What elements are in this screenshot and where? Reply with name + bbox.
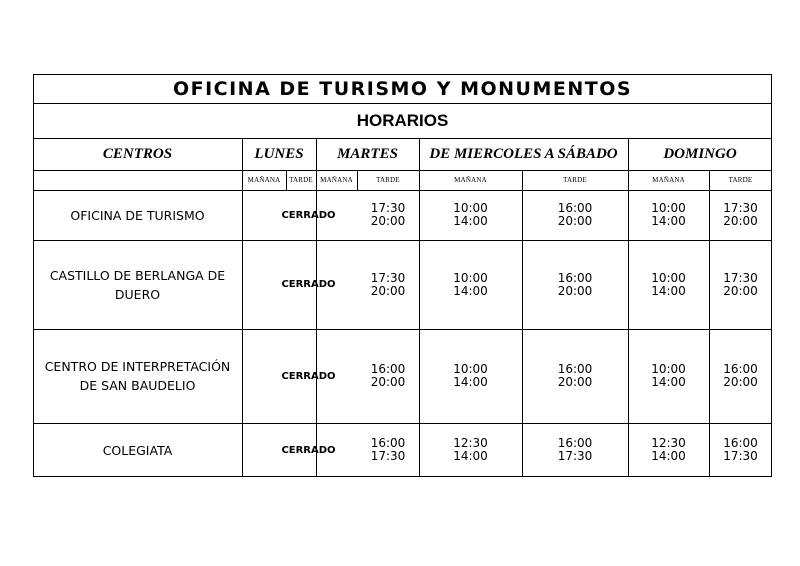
header-domingo: DOMINGO (663, 145, 737, 162)
hours-ms-manana (419, 329, 522, 423)
opening-time: 12:30 (453, 436, 488, 450)
closing-time: 14:00 (651, 449, 686, 463)
closing-time: 20:00 (723, 214, 758, 228)
opening-time: 10:00 (453, 362, 488, 376)
opening-time: 10:00 (651, 201, 686, 215)
closed-label: CERRADO (281, 370, 336, 382)
header-miercoles-sabado: DE MIERCOLES A SÁBADO (429, 145, 618, 162)
page-title: OFICINA DE TURISMO Y MONUMENTOS (172, 77, 633, 100)
hours-dom-manana (628, 190, 709, 240)
hours-martes-tarde (357, 329, 419, 423)
closing-time: 14:00 (453, 375, 488, 389)
closing-time: 20:00 (557, 214, 593, 228)
hours-ms-manana (419, 423, 522, 477)
closing-time: 14:00 (453, 283, 488, 298)
hours-dom-manana (628, 329, 709, 423)
closing-time: 20:00 (723, 375, 758, 389)
closing-time: 14:00 (453, 449, 488, 463)
opening-time: 12:30 (651, 436, 686, 450)
opening-time: 16:00 (557, 362, 593, 376)
closing-time: 14:00 (453, 214, 488, 228)
closing-time: 14:00 (651, 283, 686, 298)
subheader-ms-manana: MAÑANA (454, 176, 487, 184)
subheader-martes-tarde: TARDE (376, 176, 400, 184)
hours-ms-tarde (522, 240, 628, 329)
hours-dom-manana (628, 240, 709, 329)
hours-dom-tarde (709, 190, 772, 240)
opening-time: 10:00 (651, 362, 686, 376)
subheader-lunes-manana: MAÑANA (247, 176, 281, 184)
hours-dom-tarde (709, 329, 772, 423)
hours-martes-tarde (357, 190, 419, 240)
hours-dom-tarde (709, 423, 772, 477)
closing-time: 20:00 (370, 375, 406, 389)
opening-time: 17:30 (723, 201, 758, 215)
closing-time: 20:00 (370, 283, 406, 298)
subheader-lunes-tarde: TARDE (289, 176, 313, 184)
opening-time: 16:00 (370, 436, 406, 450)
closing-time: 20:00 (723, 283, 758, 298)
center-name: COLEGIATA (102, 442, 173, 458)
opening-time: 16:00 (370, 362, 406, 376)
closed-label: CERRADO (281, 444, 336, 456)
hours-dom-manana (628, 423, 709, 477)
schedule-table (33, 74, 772, 477)
subheader-dom-tarde: TARDE (728, 176, 753, 184)
closing-time: 14:00 (651, 214, 686, 228)
center-name: OFICINA DE TURISMO (70, 207, 205, 223)
hours-martes-tarde (357, 423, 419, 477)
opening-time: 16:00 (557, 270, 593, 285)
hours-ms-tarde (522, 423, 628, 477)
header-lunes: LUNES (254, 145, 304, 162)
hours-ms-tarde (522, 190, 628, 240)
opening-time: 17:30 (370, 201, 406, 215)
closing-time: 20:00 (557, 283, 593, 298)
opening-time: 17:30 (370, 270, 406, 285)
header-martes: MARTES (337, 145, 398, 162)
hours-martes-tarde (357, 240, 419, 329)
opening-time: 17:30 (723, 270, 758, 285)
closing-time: 14:00 (651, 375, 686, 389)
opening-time: 10:00 (651, 270, 686, 285)
closing-time: 17:30 (370, 449, 406, 463)
hours-ms-manana (419, 240, 522, 329)
closed-label: CERRADO (281, 209, 336, 221)
subheader-ms-tarde: TARDE (563, 176, 587, 184)
opening-time: 10:00 (453, 270, 488, 285)
opening-time: 16:00 (723, 362, 758, 376)
center-name: CASTILLO DE BERLANGA DE DUERO (49, 267, 226, 302)
closing-time: 20:00 (557, 375, 593, 389)
closing-time: 17:30 (723, 449, 758, 463)
closing-time: 20:00 (370, 214, 406, 228)
closing-time: 17:30 (557, 449, 593, 463)
opening-time: 10:00 (453, 201, 488, 215)
closed-label: CERRADO (281, 279, 336, 290)
hours-dom-tarde (709, 240, 772, 329)
opening-time: 16:00 (557, 436, 593, 450)
header-centros: CENTROS (102, 145, 173, 162)
opening-time: 16:00 (557, 201, 593, 215)
center-name: CENTRO DE INTERPRETACIÓN DE SAN BAUDELIO (44, 359, 231, 393)
opening-time: 16:00 (723, 436, 758, 450)
hours-ms-manana (419, 190, 522, 240)
schedule-subtitle: HORARIOS (356, 110, 449, 130)
hours-ms-tarde (522, 329, 628, 423)
subheader-martes-manana: MAÑANA (320, 176, 353, 184)
subheader-dom-manana: MAÑANA (652, 176, 685, 184)
